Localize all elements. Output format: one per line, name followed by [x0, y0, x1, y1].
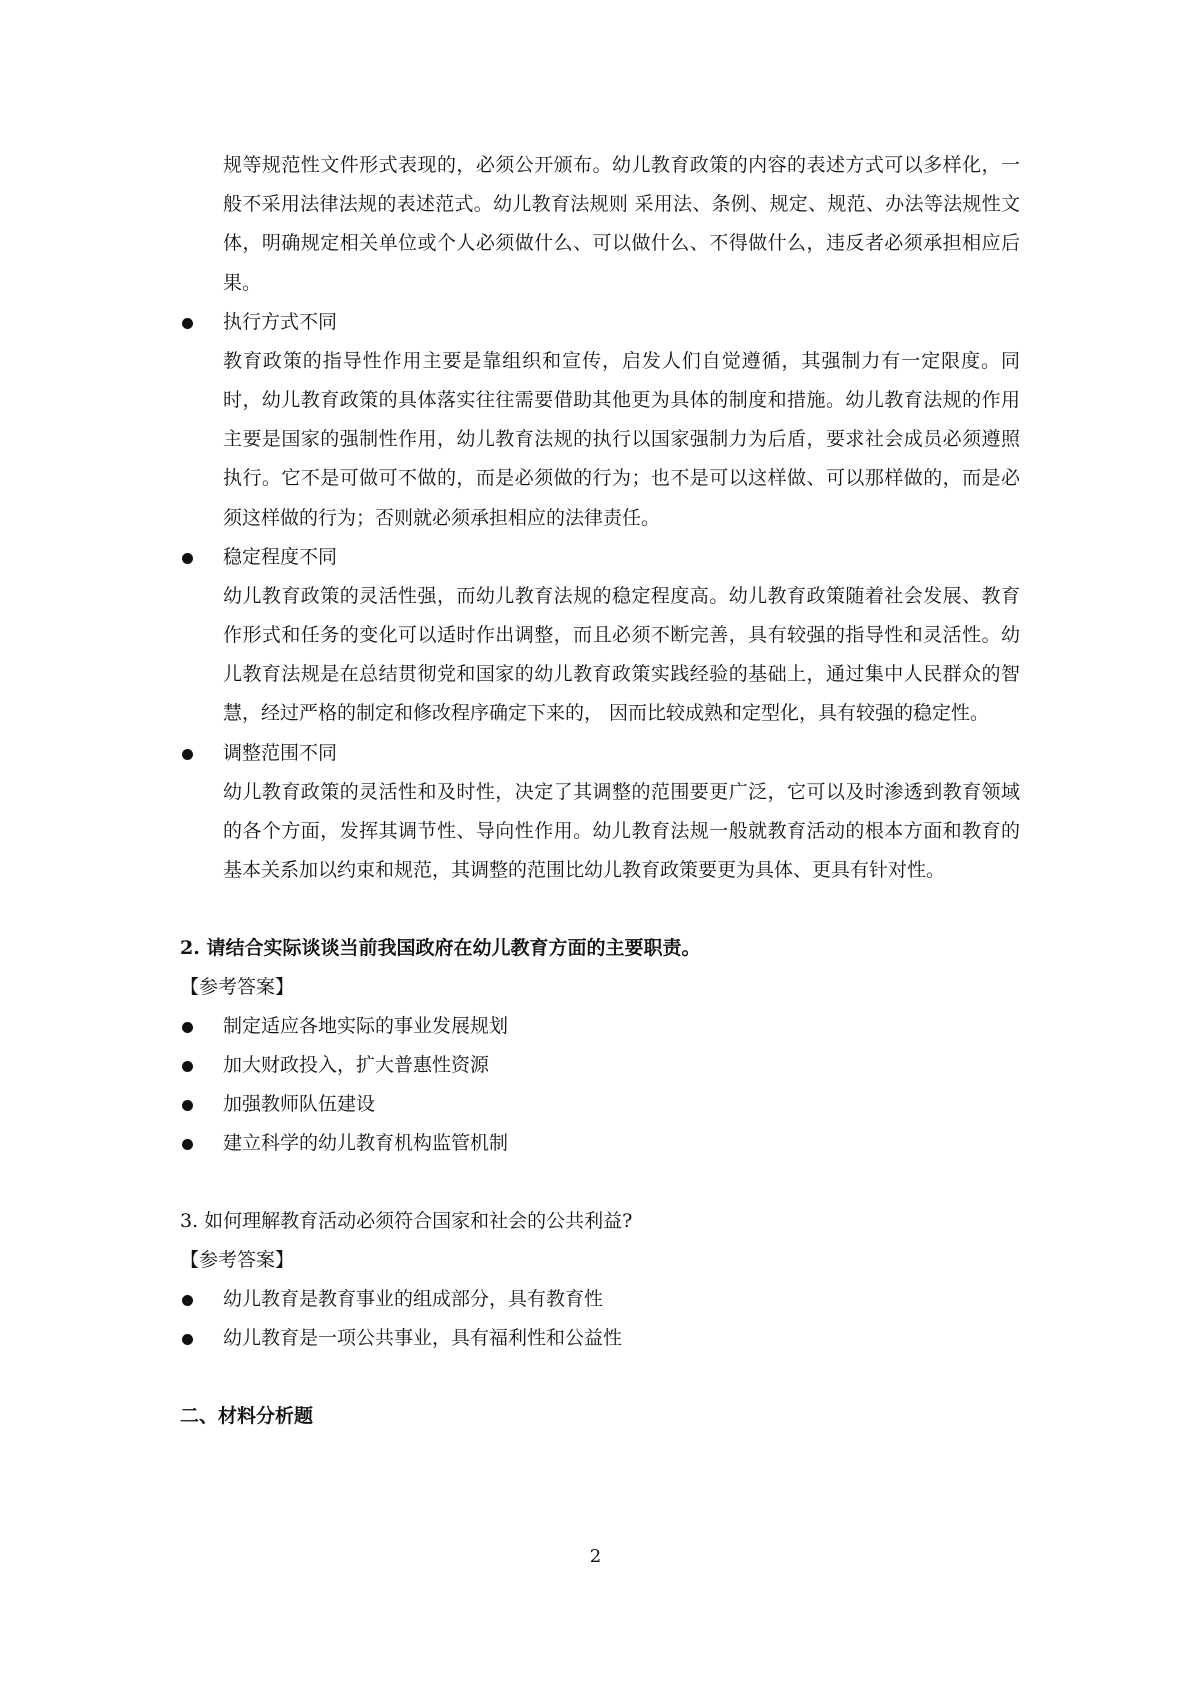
bullet-dot-icon: [182, 1022, 193, 1033]
bullet-heading: [180, 303, 1020, 342]
bullet-dot-icon: [182, 1334, 193, 1345]
difference-item-stability: [180, 538, 1020, 734]
bullet-dot-icon: [182, 553, 193, 564]
list-item: [180, 1124, 1020, 1163]
difference-body: 教育政策的指导性作用主要是靠组织和宣传，启发人们自觉遵循，其强制力有一定限度。同时，幼儿教育政策的具体落实往往需要借助其他更为具体的制度和措施。幼儿教育法规的作用主要是国家的强制性作用，幼儿教育法规的执行以国家强制力为后盾，要求社会成员必须遵照执行。它不是可做可不做的，而是必须做的行为；也不是可以这样做、可以那样做的，而是必须这样做的行为；否则就必须承担相应的法律责任。: [223, 349, 1020, 529]
list-item-text: 加大财政投入，扩大普惠性资源: [223, 1054, 490, 1077]
difference-body: 幼儿教育政策的灵活性强，而幼儿教育法规的稳定程度高。幼儿教育政策随着社会发展、教育作形式和任务的变化可以适时作出调整，而且必须不断完善，具有较强的指导性和灵活性。幼儿教育法规是在总结贯彻党和国家的幼儿教育政策实践经验的基础上，通过集中人民群众的智慧，经过严格的制定和修改程序确定下来的， 因而比较成熟和定型化，具有较强的稳定性。: [223, 584, 1020, 725]
intro-paragraph: 规等规范性文件形式表现的，必须公开颁布。幼儿教育政策的内容的表述方式可以多样化，一般不采用法律法规的表述范式。幼儿教育法规则 采用法、条例、规定、规范、办法等法规性文体，明确规定相关单位或个人必须做什么、可以做什么、不得做什么，违反者必须承担相应后果。: [223, 154, 1020, 294]
bullet-heading: [180, 734, 1020, 773]
section-heading: 二、材料分析题: [180, 1405, 314, 1428]
page-content: [180, 146, 1020, 1436]
difference-body: 幼儿教育政策的灵活性和及时性，决定了其调整的范围要更广泛，它可以及时渗透到教育领域的各个方面，发挥其调节性、导向性作用。幼儿教育法规一般就教育活动的根本方面和教育的基本关系加以约束和规范，其调整的范围比幼儿教育政策要更为具体、更具有针对性。: [223, 780, 1020, 882]
bullet-dot-icon: [182, 1100, 193, 1111]
answer-label: 【参考答案】: [180, 1249, 295, 1272]
list-item-text: 幼儿教育是教育事业的组成部分，具有教育性: [223, 1288, 604, 1311]
bullet-heading-text: 执行方式不同: [223, 310, 338, 333]
difference-item-scope: [180, 734, 1020, 891]
list-item: [180, 1280, 1020, 1319]
bullet-dot-icon: [182, 1295, 193, 1306]
list-item-text: 建立科学的幼儿教育机构监管机制: [223, 1132, 509, 1155]
bullet-dot-icon: [182, 318, 193, 329]
list-item-text: 制定适应各地实际的事业发展规划: [223, 1015, 509, 1038]
bullet-dot-icon: [182, 749, 193, 760]
bullet-heading-text: 调整范围不同: [223, 741, 338, 764]
list-item: [180, 1007, 1020, 1046]
question-3: 3. 如何理解教育活动必须符合国家和社会的公共利益?: [180, 1210, 633, 1233]
list-item-text: 幼儿教育是一项公共事业，具有福利性和公益性: [223, 1327, 623, 1350]
answer-label: 【参考答案】: [180, 976, 295, 999]
bullet-dot-icon: [182, 1139, 193, 1150]
bullet-heading-text: 稳定程度不同: [223, 545, 338, 568]
bullet-dot-icon: [182, 1061, 193, 1072]
question-2: 2. 请结合实际谈谈当前我国政府在幼儿教育方面的主要职责。: [180, 937, 701, 960]
list-item-text: 加强教师队伍建设: [223, 1093, 376, 1116]
question-2-answer-list: [180, 1007, 1020, 1163]
list-item: [180, 1046, 1020, 1085]
list-item: [180, 1319, 1020, 1358]
difference-item-execution: [180, 303, 1020, 538]
question-3-answer-list: [180, 1280, 1020, 1358]
list-item: [180, 1085, 1020, 1124]
bullet-heading: [180, 538, 1020, 577]
page-number: 2: [589, 1546, 602, 1567]
